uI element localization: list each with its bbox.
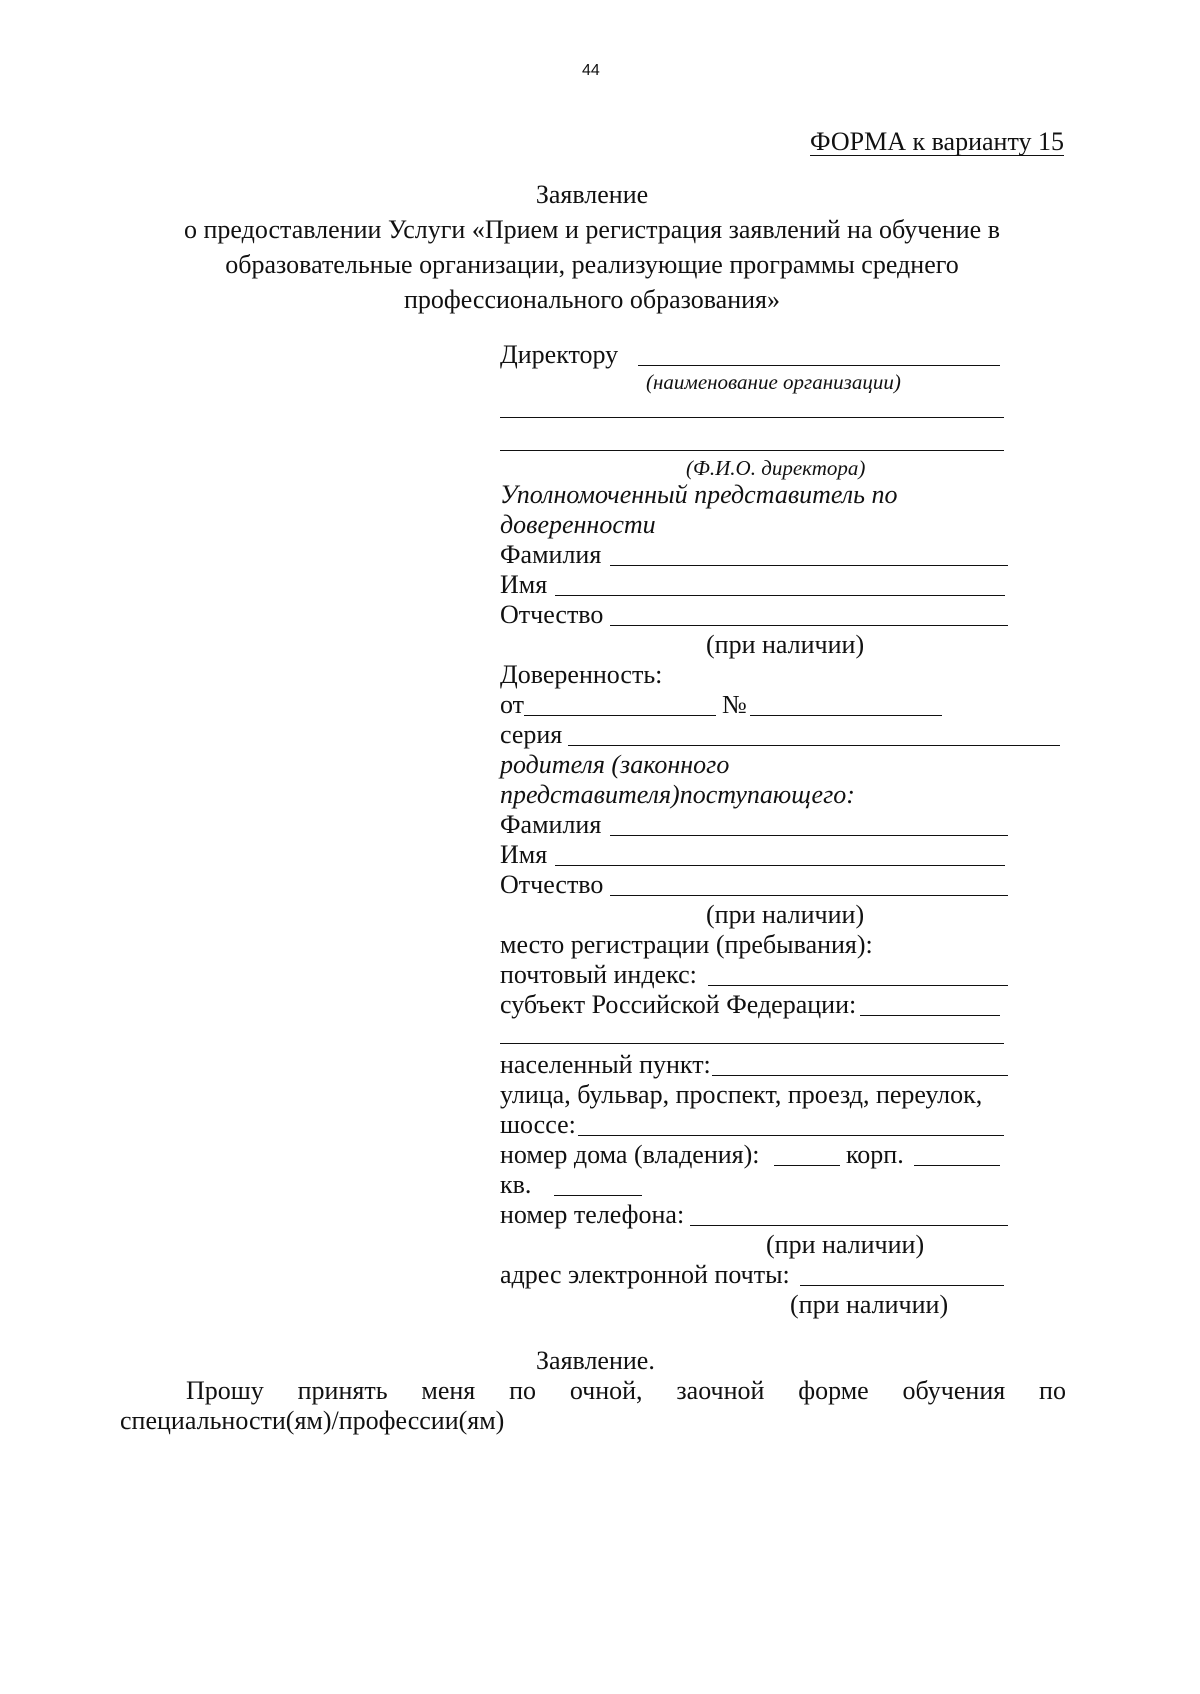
statement-word: форме xyxy=(798,1376,869,1405)
director-label: Директору xyxy=(500,340,619,369)
statement-word: заочной xyxy=(676,1376,765,1405)
statement-word: Прошу xyxy=(186,1376,264,1405)
representative-title-2: доверенности xyxy=(500,510,656,539)
director-field[interactable] xyxy=(638,365,1000,366)
parent-title-2: представителя)поступающего: xyxy=(500,780,855,809)
heading-title: Заявление xyxy=(535,180,649,209)
parent-patronymic-hint: (при наличии) xyxy=(706,900,865,929)
poa-number-label: № xyxy=(722,690,747,719)
street-label-1: улица, бульвар, проспект, проезд, переулок, xyxy=(500,1080,983,1109)
poa-date-field[interactable] xyxy=(524,715,716,716)
email-label: адрес электронной почты: xyxy=(500,1260,790,1289)
statement-line-2: специальности(ям)/профессии(ям) xyxy=(120,1406,505,1435)
rep-patronymic-label: Отчество xyxy=(500,600,604,629)
statement-word: по xyxy=(1039,1376,1066,1405)
apartment-field[interactable] xyxy=(554,1195,642,1196)
postal-code-field[interactable] xyxy=(708,985,1008,986)
rep-name-field[interactable] xyxy=(555,595,1005,596)
subject-label: субъект Российской Федерации: xyxy=(500,990,857,1019)
org-name-hint: (наименование организации) xyxy=(646,370,901,394)
house-field[interactable] xyxy=(774,1165,840,1166)
statement-word: по xyxy=(509,1376,536,1405)
director-fio-hint: (Ф.И.О. директора) xyxy=(686,456,866,480)
statement-word: обучения xyxy=(902,1376,1006,1405)
poa-from-label: от xyxy=(500,690,525,719)
subject-extra-field[interactable] xyxy=(500,1043,1004,1044)
apartment-label: кв. xyxy=(500,1170,532,1199)
heading-line-2: образовательные организации, реализующие программы среднего xyxy=(225,250,959,279)
page-number: 44 xyxy=(582,62,600,79)
house-label: номер дома (владения): xyxy=(500,1140,760,1169)
poa-series-label: серия xyxy=(500,720,563,749)
heading-line-1: о предоставлении Услуги «Прием и регистрация заявлений на обучение в xyxy=(184,215,1000,244)
statement-word: очной, xyxy=(569,1376,643,1405)
parent-title-1: родителя (законного xyxy=(500,750,730,779)
parent-name-field[interactable] xyxy=(555,865,1005,866)
statement-word: принять xyxy=(297,1376,388,1405)
registration-label: место регистрации (пребывания): xyxy=(500,930,873,959)
phone-field[interactable] xyxy=(690,1225,1008,1226)
rep-patronymic-hint: (при наличии) xyxy=(706,630,865,659)
poa-series-field[interactable] xyxy=(568,745,1060,746)
settlement-field[interactable] xyxy=(712,1075,1008,1076)
rep-surname-field[interactable] xyxy=(610,565,1008,566)
poa-number-field[interactable] xyxy=(750,715,942,716)
parent-surname-field[interactable] xyxy=(610,835,1008,836)
rep-patronymic-field[interactable] xyxy=(610,625,1008,626)
parent-name-label: Имя xyxy=(500,840,548,869)
postal-code-label: почтовый индекс: xyxy=(500,960,697,989)
statement-word: меня xyxy=(421,1376,476,1405)
parent-surname-label: Фамилия xyxy=(500,810,602,839)
statement-line-1 xyxy=(186,1376,1066,1406)
statement-title: Заявление. xyxy=(536,1346,655,1375)
street-label-2: шоссе: xyxy=(500,1110,576,1139)
form-reference: ФОРМА к варианту 15 xyxy=(810,127,1064,156)
email-field[interactable] xyxy=(800,1285,1004,1286)
heading-line-3: профессионального образования» xyxy=(403,285,781,314)
rep-name-label: Имя xyxy=(500,570,548,599)
parent-patronymic-field[interactable] xyxy=(610,895,1008,896)
korp-field[interactable] xyxy=(914,1165,1000,1166)
phone-label: номер телефона: xyxy=(500,1200,685,1229)
director-extra-field-1[interactable] xyxy=(500,417,1004,418)
subject-field[interactable] xyxy=(860,1015,1000,1016)
phone-hint: (при наличии) xyxy=(766,1230,925,1259)
representative-title-1: Уполномоченный представитель по xyxy=(500,480,898,509)
korp-label: корп. xyxy=(846,1140,904,1169)
street-field[interactable] xyxy=(578,1135,1004,1136)
director-extra-field-2[interactable] xyxy=(500,450,1004,451)
settlement-label: населенный пункт: xyxy=(500,1050,711,1079)
poa-label: Доверенность: xyxy=(500,660,663,689)
rep-surname-label: Фамилия xyxy=(500,540,602,569)
email-hint: (при наличии) xyxy=(790,1290,949,1319)
parent-patronymic-label: Отчество xyxy=(500,870,604,899)
